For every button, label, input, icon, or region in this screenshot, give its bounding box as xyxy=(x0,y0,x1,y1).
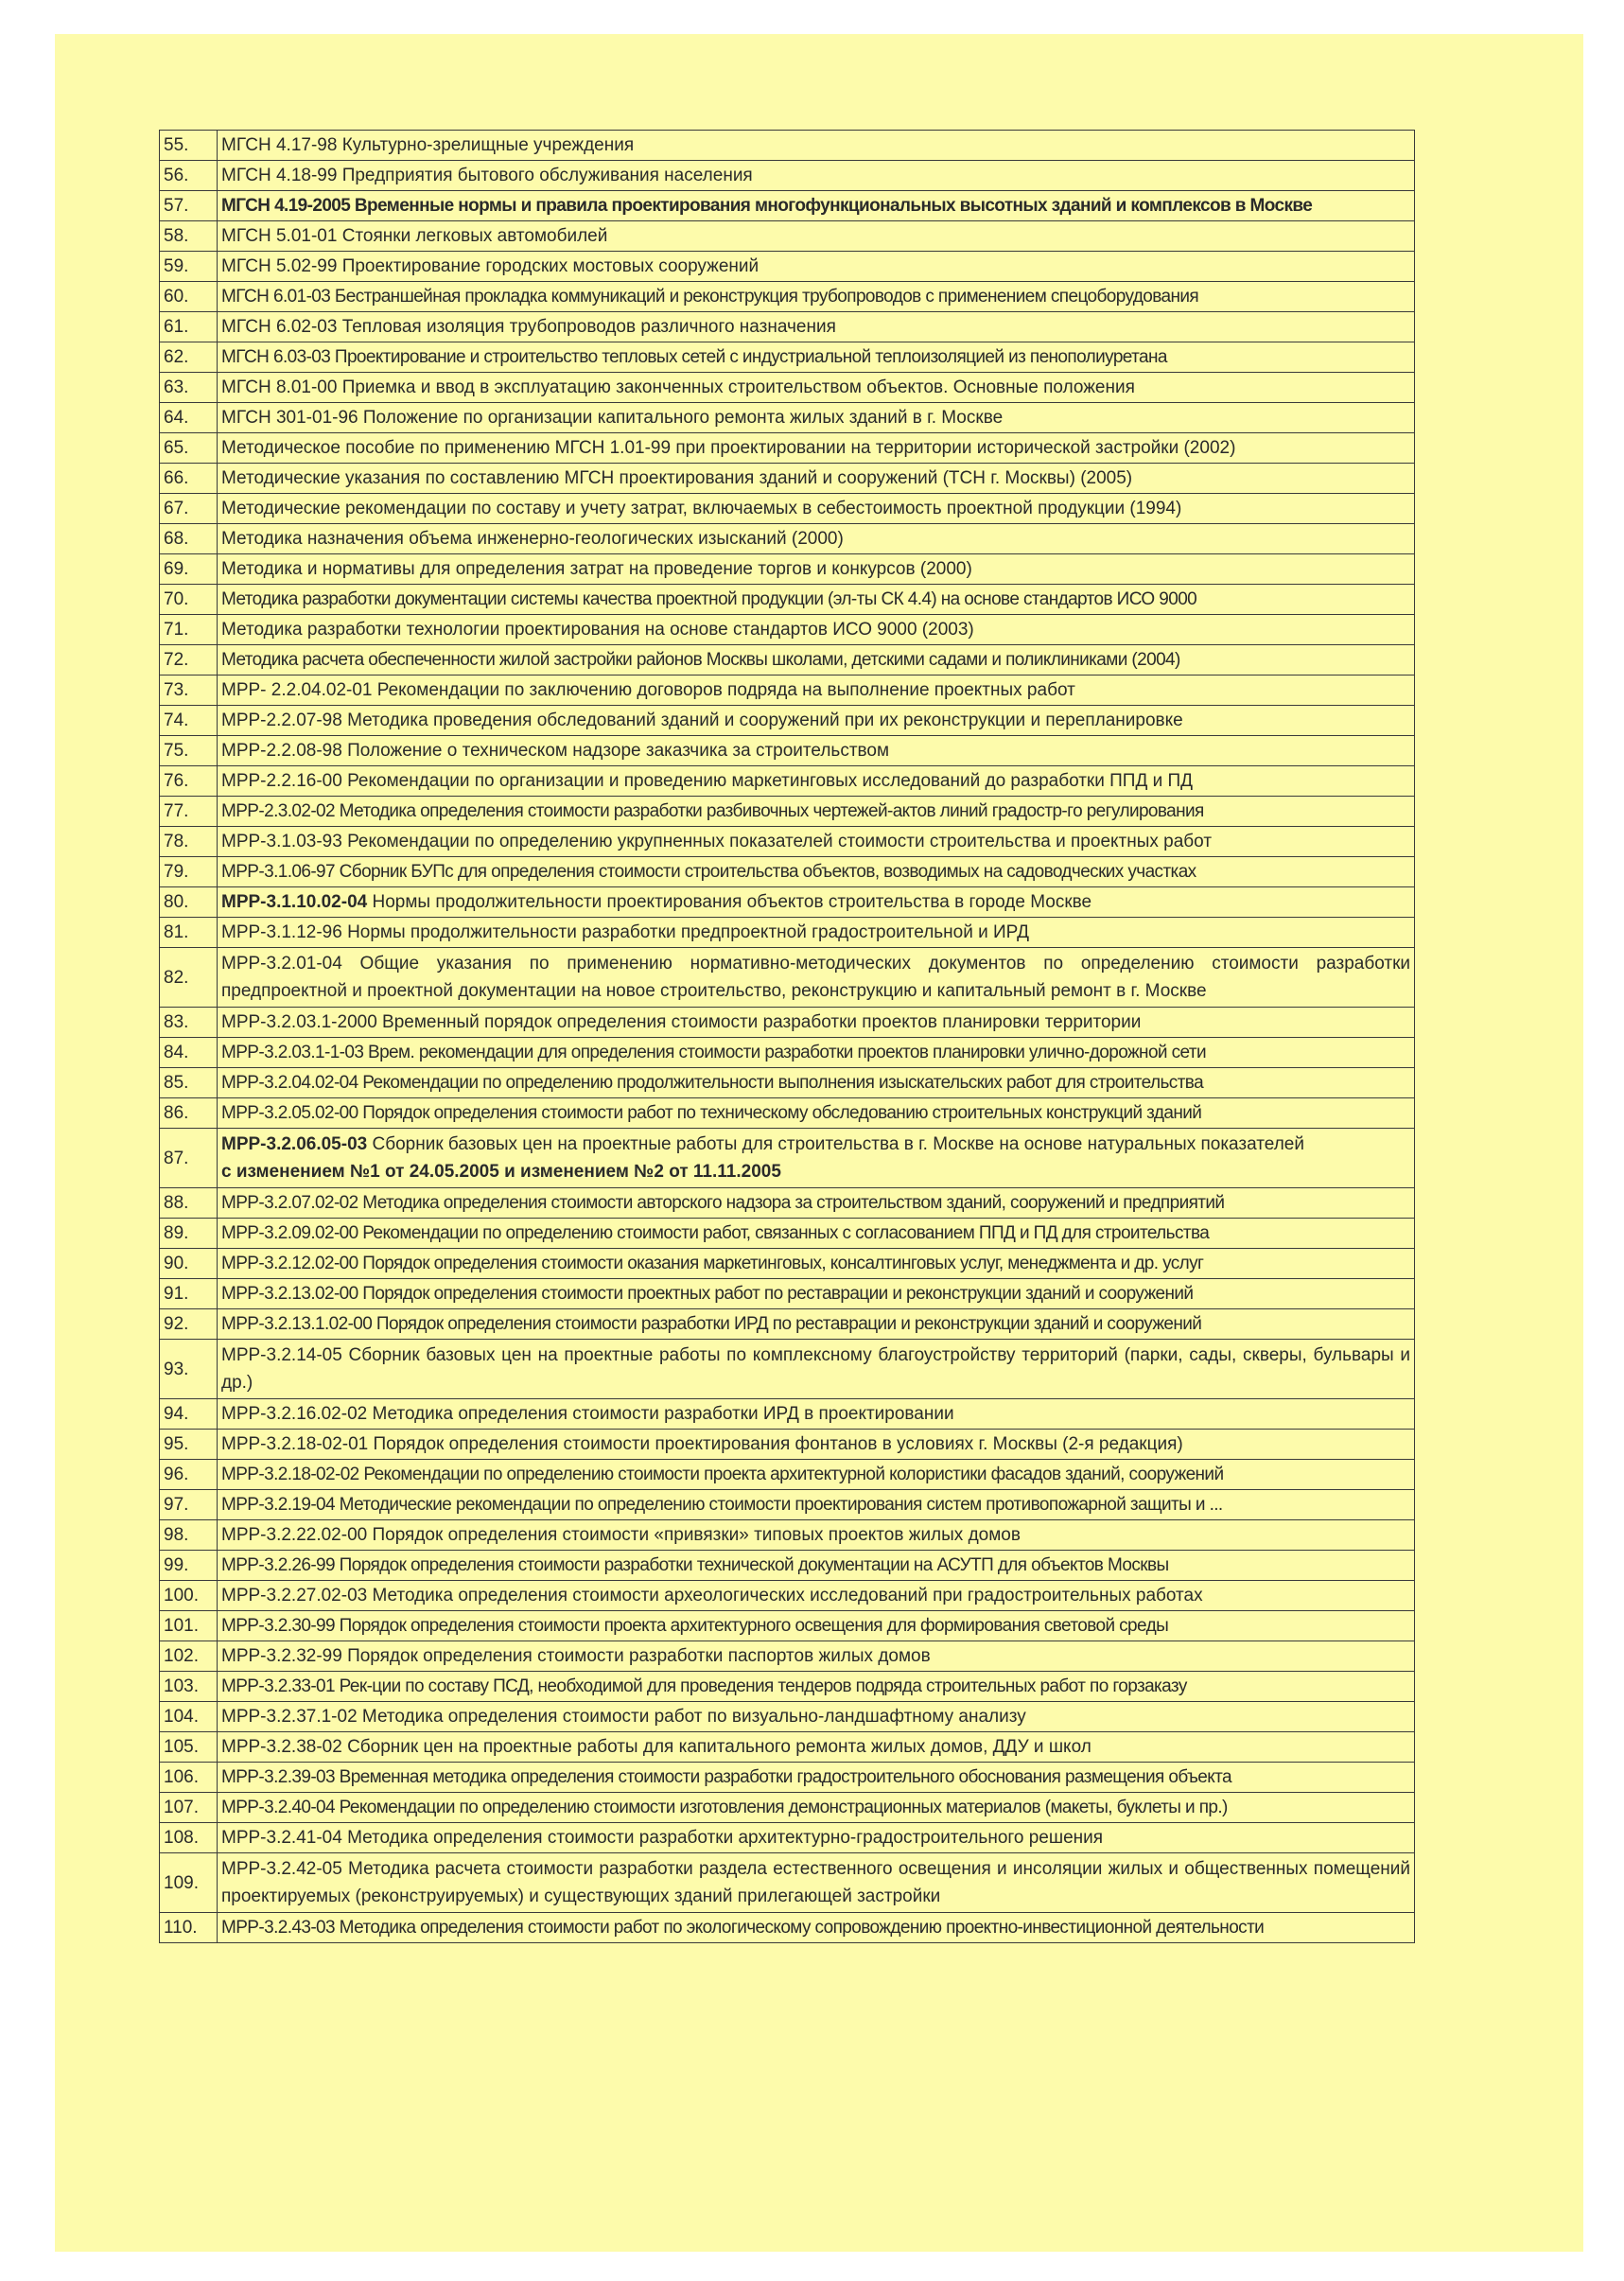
row-number: 60. xyxy=(160,282,218,312)
row-text: МГСН 8.01-00 Приемка и ввод в эксплуатацию законченных строительством объектов. Основные положения xyxy=(218,373,1415,403)
row-number: 101. xyxy=(160,1611,218,1641)
table-row xyxy=(160,1219,1415,1249)
row-number: 70. xyxy=(160,585,218,615)
table-row xyxy=(160,948,1415,1008)
row-text: МРР-3.2.03.1-2000 Временный порядок определения стоимости разработки проектов планировки территории xyxy=(218,1008,1415,1038)
row-text: МГСН 6.01-03 Бестраншейная прокладка коммуникаций и реконструкция трубопроводов с применением спецоборудования xyxy=(218,282,1415,312)
table-row xyxy=(160,1309,1415,1340)
table-row xyxy=(160,282,1415,312)
table-row xyxy=(160,373,1415,403)
row-number: 72. xyxy=(160,645,218,676)
row-text: Методические указания по составлению МГСН проектирования зданий и сооружений (ТСН г. Москвы) (2005) xyxy=(218,464,1415,494)
document-code: МРР-3.2.06.05-03 xyxy=(221,1134,368,1154)
row-number: 83. xyxy=(160,1008,218,1038)
row-number: 96. xyxy=(160,1460,218,1490)
row-text: МРР-3.2.39-03 Временная методика определения стоимости разработки градостроительного обоснования размещения объекта xyxy=(218,1763,1415,1793)
table-row xyxy=(160,918,1415,948)
table-row xyxy=(160,1641,1415,1672)
row-text: Методическое пособие по применению МГСН 1.01-99 при проектировании на территории исторической застройки (2002) xyxy=(218,433,1415,464)
row-number: 105. xyxy=(160,1732,218,1763)
document-list-table xyxy=(159,130,1415,1943)
row-text: Методические рекомендации по составу и учету затрат, включаемых в себестоимость проектной продукции (1994) xyxy=(218,494,1415,524)
row-number: 84. xyxy=(160,1038,218,1068)
row-text: МРР-3.1.06-97 Сборник БУПс для определения стоимости строительства объектов, возводимых на садоводческих участках xyxy=(218,857,1415,887)
table-row xyxy=(160,433,1415,464)
row-number: 76. xyxy=(160,766,218,797)
table-row xyxy=(160,1430,1415,1460)
table-row xyxy=(160,615,1415,645)
row-number: 109. xyxy=(160,1853,218,1913)
table-row xyxy=(160,494,1415,524)
row-text xyxy=(218,1129,1415,1188)
table-row xyxy=(160,1399,1415,1430)
table-row xyxy=(160,1702,1415,1732)
row-text: МРР-3.2.33-01 Рек-ции по составу ПСД, необходимой для проведения тендеров подряда строительных работ по горзаказу xyxy=(218,1672,1415,1702)
table-row xyxy=(160,766,1415,797)
row-number: 68. xyxy=(160,524,218,554)
document-title: Нормы продолжительности проектирования объектов строительства в городе Москве xyxy=(367,892,1092,912)
row-text: МРР-3.2.18-02-01 Порядок определения стоимости проектирования фонтанов в условиях г. Москвы (2-я редакция) xyxy=(218,1430,1415,1460)
row-text: МГСН 6.03-03 Проектирование и строительство тепловых сетей с индустриальной теплоизоляцией из пенополиуретана xyxy=(218,342,1415,373)
row-text: Методика разработки технологии проектирования на основе стандартов ИСО 9000 (2003) xyxy=(218,615,1415,645)
table-row xyxy=(160,1672,1415,1702)
row-number: 67. xyxy=(160,494,218,524)
row-text: МРР-3.2.01-04 Общие указания по применению нормативно-методических документов по определению стоимости разработки предпроектной и проектной документации на новое строительство, реконструкцию и капитальный ремонт в г. Москве xyxy=(218,948,1415,1008)
row-text: МРР-3.2.38-02 Сборник цен на проектные работы для капитального ремонта жилых домов, ДДУ и школ xyxy=(218,1732,1415,1763)
table-row xyxy=(160,161,1415,191)
row-number: 80. xyxy=(160,887,218,918)
table-row xyxy=(160,1611,1415,1641)
row-text: Методика разработки документации системы качества проектной продукции (эл-ты СК 4.4) на основе стандартов ИСО 9000 xyxy=(218,585,1415,615)
table-row xyxy=(160,464,1415,494)
table-row xyxy=(160,887,1415,918)
row-text: МГСН 4.19-2005 Временные нормы и правила проектирования многофункциональных высотных зданий и комплексов в Москве xyxy=(218,191,1415,221)
table-row xyxy=(160,131,1415,161)
table-row xyxy=(160,1098,1415,1129)
table-row xyxy=(160,252,1415,282)
row-text: МРР-3.2.18-02-02 Рекомендации по определению стоимости проекта архитектурной колористики фасадов зданий, сооружений xyxy=(218,1460,1415,1490)
row-text: МРР-3.2.14-05 Сборник базовых цен на проектные работы по комплексному благоустройству территорий (парки, сады, скверы, бульвары и др.) xyxy=(218,1340,1415,1399)
table-row xyxy=(160,1068,1415,1098)
row-text: МРР-3.2.22.02-00 Порядок определения стоимости «привязки» типовых проектов жилых домов xyxy=(218,1520,1415,1551)
row-text xyxy=(218,887,1415,918)
table-row xyxy=(160,797,1415,827)
row-text: МРР-3.2.04.02-04 Рекомендации по определению продолжительности выполнения изыскательских работ для строительства xyxy=(218,1068,1415,1098)
row-text: МРР-3.2.40-04 Рекомендации по определению стоимости изготовления демонстрационных материалов (макеты, буклеты и пр.) xyxy=(218,1793,1415,1823)
row-number: 97. xyxy=(160,1490,218,1520)
row-text: МГСН 301-01-96 Положение по организации капитального ремонта жилых зданий в г. Москве xyxy=(218,403,1415,433)
row-number: 82. xyxy=(160,948,218,1008)
table-row xyxy=(160,524,1415,554)
table-row xyxy=(160,1732,1415,1763)
row-text: Методика назначения объема инженерно-геологических изысканий (2000) xyxy=(218,524,1415,554)
table-row xyxy=(160,1460,1415,1490)
row-number: 107. xyxy=(160,1793,218,1823)
table-row xyxy=(160,191,1415,221)
table-row xyxy=(160,1823,1415,1853)
row-number: 64. xyxy=(160,403,218,433)
table-row xyxy=(160,1188,1415,1219)
table-row xyxy=(160,585,1415,615)
row-number: 78. xyxy=(160,827,218,857)
row-number: 62. xyxy=(160,342,218,373)
row-text: Методика расчета обеспеченности жилой застройки районов Москвы школами, детскими садами и поликлиниками (2004) xyxy=(218,645,1415,676)
row-text: МРР-3.2.26-99 Порядок определения стоимости разработки технической документации на АСУТП для объектов Москвы xyxy=(218,1551,1415,1581)
row-number: 74. xyxy=(160,706,218,736)
row-number: 71. xyxy=(160,615,218,645)
row-number: 91. xyxy=(160,1279,218,1309)
row-number: 63. xyxy=(160,373,218,403)
row-number: 65. xyxy=(160,433,218,464)
table-row xyxy=(160,1520,1415,1551)
table-row xyxy=(160,1038,1415,1068)
table-row xyxy=(160,1581,1415,1611)
row-number: 89. xyxy=(160,1219,218,1249)
row-text: МРР-3.2.30-99 Порядок определения стоимости проекта архитектурного освещения для формирования световой среды xyxy=(218,1611,1415,1641)
row-text: МРР-3.2.12.02-00 Порядок определения стоимости оказания маркетинговых, консалтинговых услуг, менеджмента и др. услуг xyxy=(218,1249,1415,1279)
table-row xyxy=(160,403,1415,433)
row-text: МРР-3.1.03-93 Рекомендации по определению укрупненных показателей стоимости строительства и проектных работ xyxy=(218,827,1415,857)
row-text: МРР-3.2.16.02-02 Методика определения стоимости разработки ИРД в проектировании xyxy=(218,1399,1415,1430)
table-row xyxy=(160,736,1415,766)
row-text: Методика и нормативы для определения затрат на проведение торгов и конкурсов (2000) xyxy=(218,554,1415,585)
row-text: МРР-3.2.19-04 Методические рекомендации по определению стоимости проектирования систем противопожарной защиты и ... xyxy=(218,1490,1415,1520)
table-row xyxy=(160,1008,1415,1038)
row-text: МРР-3.2.09.02-00 Рекомендации по определению стоимости работ, связанных с согласованием ППД и ПД для строительства xyxy=(218,1219,1415,1249)
row-text: МГСН 4.18-99 Предприятия бытового обслуживания населения xyxy=(218,161,1415,191)
table-row xyxy=(160,1763,1415,1793)
row-text: МРР-3.2.27.02-03 Методика определения стоимости археологических исследований при градостроительных работах xyxy=(218,1581,1415,1611)
row-text: МРР-3.2.05.02-00 Порядок определения стоимости работ по техническому обследованию строительных конструкций зданий xyxy=(218,1098,1415,1129)
row-number: 81. xyxy=(160,918,218,948)
row-number: 73. xyxy=(160,676,218,706)
row-number: 93. xyxy=(160,1340,218,1399)
row-number: 98. xyxy=(160,1520,218,1551)
row-text: МРР-3.2.32-99 Порядок определения стоимости разработки паспортов жилых домов xyxy=(218,1641,1415,1672)
row-number: 90. xyxy=(160,1249,218,1279)
table-row xyxy=(160,1490,1415,1520)
row-number: 75. xyxy=(160,736,218,766)
row-text: МРР-3.2.07.02-02 Методика определения стоимости авторского надзора за строительством зданий, сооружений и предприятий xyxy=(218,1188,1415,1219)
row-number: 61. xyxy=(160,312,218,342)
row-number: 85. xyxy=(160,1068,218,1098)
table-row xyxy=(160,1793,1415,1823)
document-code: МРР-3.1.10.02-04 xyxy=(221,892,368,912)
row-text: МРР-3.2.03.1-1-03 Врем. рекомендации для определения стоимости разработки проектов планировки улично-дорожной сети xyxy=(218,1038,1415,1068)
row-number: 110. xyxy=(160,1913,218,1943)
table-row xyxy=(160,1340,1415,1399)
row-text: МРР-3.2.37.1-02 Методика определения стоимости работ по визуально-ландшафтному анализу xyxy=(218,1702,1415,1732)
row-number: 92. xyxy=(160,1309,218,1340)
row-number: 87. xyxy=(160,1129,218,1188)
row-number: 55. xyxy=(160,131,218,161)
row-text: МГСН 5.01-01 Стоянки легковых автомобилей xyxy=(218,221,1415,252)
row-text: МГСН 5.02-99 Проектирование городских мостовых сооружений xyxy=(218,252,1415,282)
row-number: 66. xyxy=(160,464,218,494)
row-text: МРР-2.2.16-00 Рекомендации по организации и проведению маркетинговых исследований до разработки ППД и ПД xyxy=(218,766,1415,797)
row-number: 77. xyxy=(160,797,218,827)
row-number: 95. xyxy=(160,1430,218,1460)
table-row xyxy=(160,1249,1415,1279)
row-text: МГСН 4.17-98 Культурно-зрелищные учреждения xyxy=(218,131,1415,161)
table-row xyxy=(160,1551,1415,1581)
table-row xyxy=(160,312,1415,342)
row-number: 103. xyxy=(160,1672,218,1702)
row-text: МРР-2.2.08-98 Положение о техническом надзоре заказчика за строительством xyxy=(218,736,1415,766)
row-number: 69. xyxy=(160,554,218,585)
row-text: МРР-3.1.12-96 Нормы продолжительности разработки предпроектной градостроительной и ИРД xyxy=(218,918,1415,948)
table-row xyxy=(160,645,1415,676)
table-row xyxy=(160,1129,1415,1188)
row-number: 104. xyxy=(160,1702,218,1732)
row-number: 86. xyxy=(160,1098,218,1129)
row-text: МРР-3.2.42-05 Методика расчета стоимости разработки раздела естественного освещения и инсоляции жилых и общественных помещений проектируемых (реконструируемых) и существующих зданий прилегающей застройки xyxy=(218,1853,1415,1913)
row-number: 108. xyxy=(160,1823,218,1853)
row-number: 56. xyxy=(160,161,218,191)
row-text: МРР-3.2.43-03 Методика определения стоимости работ по экологическому сопровождению проектно-инвестиционной деятельности xyxy=(218,1913,1415,1943)
row-number: 79. xyxy=(160,857,218,887)
table-row xyxy=(160,827,1415,857)
row-number: 106. xyxy=(160,1763,218,1793)
row-number: 59. xyxy=(160,252,218,282)
row-text: МРР-2.3.02-02 Методика определения стоимости разработки разбивочных чертежей-актов линий градостр-го регулирования xyxy=(218,797,1415,827)
row-number: 100. xyxy=(160,1581,218,1611)
table-row xyxy=(160,1279,1415,1309)
table-row xyxy=(160,706,1415,736)
row-text: МРР-2.2.07-98 Методика проведения обследований зданий и сооружений при их реконструкции и перепланировке xyxy=(218,706,1415,736)
row-number: 102. xyxy=(160,1641,218,1672)
row-number: 94. xyxy=(160,1399,218,1430)
row-text: МРР-3.2.41-04 Методика определения стоимости разработки архитектурно-градостроительного решения xyxy=(218,1823,1415,1853)
table-row xyxy=(160,221,1415,252)
row-text: МРР- 2.2.04.02-01 Рекомендации по заключению договоров подряда на выполнение проектных работ xyxy=(218,676,1415,706)
row-number: 88. xyxy=(160,1188,218,1219)
row-number: 57. xyxy=(160,191,218,221)
table-row xyxy=(160,1853,1415,1913)
table-row xyxy=(160,1913,1415,1943)
table-row xyxy=(160,554,1415,585)
row-text: МГСН 6.02-03 Тепловая изоляция трубопроводов различного назначения xyxy=(218,312,1415,342)
row-text: МРР-3.2.13.02-00 Порядок определения стоимости проектных работ по реставрации и реконструкции зданий и сооружений xyxy=(218,1279,1415,1309)
table-row xyxy=(160,857,1415,887)
row-number: 99. xyxy=(160,1551,218,1581)
table-row xyxy=(160,342,1415,373)
table-row xyxy=(160,676,1415,706)
row-number: 58. xyxy=(160,221,218,252)
row-text: МРР-3.2.13.1.02-00 Порядок определения стоимости разработки ИРД по реставрации и реконструкции зданий и сооружений xyxy=(218,1309,1415,1340)
document-amendments: с изменением №1 от 24.05.2005 и изменением №2 от 11.11.2005 xyxy=(221,1162,781,1182)
document-title: Сборник базовых цен на проектные работы для строительства в г. Москве на основе натуральных показателей xyxy=(367,1134,1304,1154)
